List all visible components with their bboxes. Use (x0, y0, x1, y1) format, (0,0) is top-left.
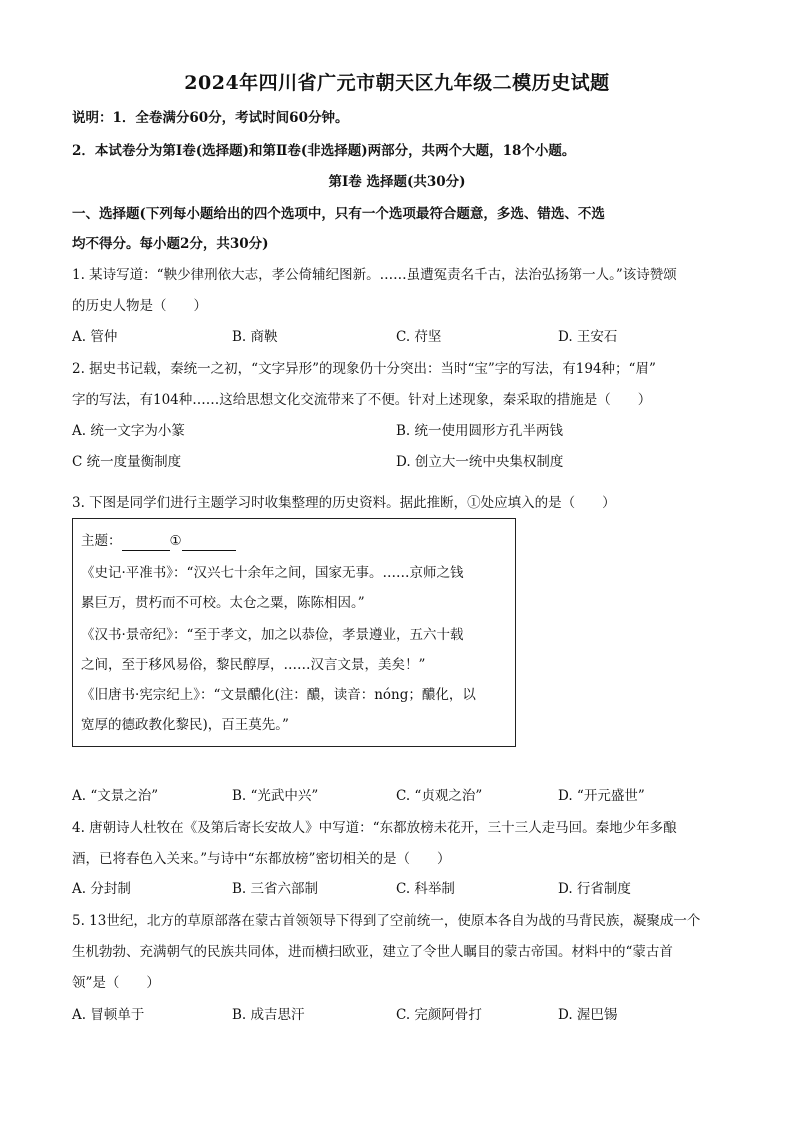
q3-option-a[interactable]: A. “文景之治” (72, 788, 159, 804)
q5-option-b[interactable]: B. 成吉思汗 (232, 1007, 305, 1023)
q4-stem-line-1: 4. 唐朝诗人杜牧在《及第后寄长安故人》中写道：“东都放榜未花开，三十三人走马回。秦地少年多酿 (72, 820, 677, 836)
q1-option-d[interactable]: D. 王安石 (558, 329, 618, 345)
q1-stem-line-2: 的历史人物是（ ） (72, 298, 207, 314)
q3-box-line-4: 之间，至于移风易俗，黎民醇厚，……汉言文景，美矣！” (81, 657, 426, 673)
q4-stem-line-2: 酒，已将春色入关来。”与诗中“东都放榜”密切相关的是（ ） (72, 851, 451, 867)
q3-box-line-3: 《汉书·景帝纪》：“至于孝文，加之以恭俭，孝景遵业，五六十载 (81, 627, 464, 643)
q2-stem-line-1: 2. 据史书记载，秦统一之初，“文字异形”的现象仍十分突出：当时“宝”字的写法，有194种；“眉” (72, 361, 656, 377)
q3-material-box (72, 518, 516, 747)
q2-option-a[interactable]: A. 统一文字为小篆 (72, 423, 185, 439)
q3-box-line-1: 《史记·平准书》：“汉兴七十余年之间，国家无事。……京师之钱 (81, 565, 464, 581)
q4-option-a[interactable]: A. 分封制 (72, 881, 131, 897)
instruction-line-2: 2．本试卷分为第Ⅰ卷(选择题)和第Ⅱ卷(非选择题)两部分，共两个大题，18个小题。 (72, 143, 576, 159)
q5-stem-line-2: 生机勃勃、充满朝气的民族共同体，进而横扫欧亚，建立了令世人瞩目的蒙古帝国。材料中的“蒙古首 (72, 944, 673, 960)
q5-stem-line-3: 领”是（ ） (72, 975, 160, 991)
q5-option-d[interactable]: D. 渥巴锡 (558, 1007, 618, 1023)
q1-stem-line-1: 1. 某诗写道：“鞅少律刑依大志，孝公倚辅纪图新。……虽遭冤责名千古，法治弘扬第一人。”该诗赞颂 (72, 267, 677, 283)
instruction-line-1: 说明：1．全卷满分60分，考试时间60分钟。 (72, 110, 349, 126)
q2-stem-line-2: 字的写法，有104种……这给思想文化交流带来了不便。针对上述现象，秦采取的措施是（ ） (72, 392, 652, 408)
q4-option-b[interactable]: B. 三省六部制 (232, 881, 319, 897)
q2-option-b[interactable]: B. 统一使用圆形方孔半两钱 (396, 423, 564, 439)
q3-box-line-2: 累巨万，贯朽而不可校。太仓之粟，陈陈相因。” (81, 595, 365, 611)
q4-option-c[interactable]: C. 科举制 (396, 881, 455, 897)
part-header-line-1: 一、选择题(下列每小题给出的四个选项中，只有一个选项最符合题意，多选、错选、不选 (72, 206, 605, 222)
part-header-line-2: 均不得分。每小题2分，共30分) (72, 236, 269, 252)
q4-option-d[interactable]: D. 行省制度 (558, 881, 631, 897)
q2-option-c[interactable]: C 统一度量衡制度 (72, 454, 182, 470)
q1-option-c[interactable]: C. 苻坚 (396, 329, 442, 345)
q3-stem: 3. 下图是同学们进行主题学习时收集整理的历史资料。据此推断，①处应填入的是（ ） (72, 495, 616, 511)
q1-option-b[interactable]: B. 商鞅 (232, 329, 278, 345)
page-title: 2024年四川省广元市朝天区九年级二模历史试题 (184, 72, 610, 94)
q3-option-d[interactable]: D. “开元盛世” (558, 788, 645, 804)
q3-topic-row (81, 531, 236, 551)
q3-topic-blank-left (122, 536, 170, 551)
q2-option-d[interactable]: D. 创立大一统中央集权制度 (396, 454, 564, 470)
q3-option-b[interactable]: B. “光武中兴” (232, 788, 319, 804)
q3-box-line-6: 宽厚的德政教化黎民)，百王莫先。” (81, 717, 289, 733)
q5-stem-line-1: 5. 13世纪，北方的草原部落在蒙古首领领导下得到了空前统一，使原本各自为战的马背民族，凝聚成一个 (72, 913, 701, 929)
q3-topic-label: 主题： (81, 533, 122, 549)
q3-box-line-5: 《旧唐书·宪宗纪上》：“文景醲化(注：醲，读音：nóng；醲化，以 (81, 687, 476, 703)
q1-option-a[interactable]: A. 管仲 (72, 329, 118, 345)
section-title: 第Ⅰ卷 选择题(共30分) (328, 174, 466, 190)
q5-option-a[interactable]: A. 冒顿单于 (72, 1007, 145, 1023)
q3-topic-blank-right (182, 536, 236, 551)
q3-topic-marker: ① (169, 533, 182, 549)
q3-option-c[interactable]: C. “贞观之治” (396, 788, 483, 804)
q5-option-c[interactable]: C. 完颜阿骨打 (396, 1007, 482, 1023)
